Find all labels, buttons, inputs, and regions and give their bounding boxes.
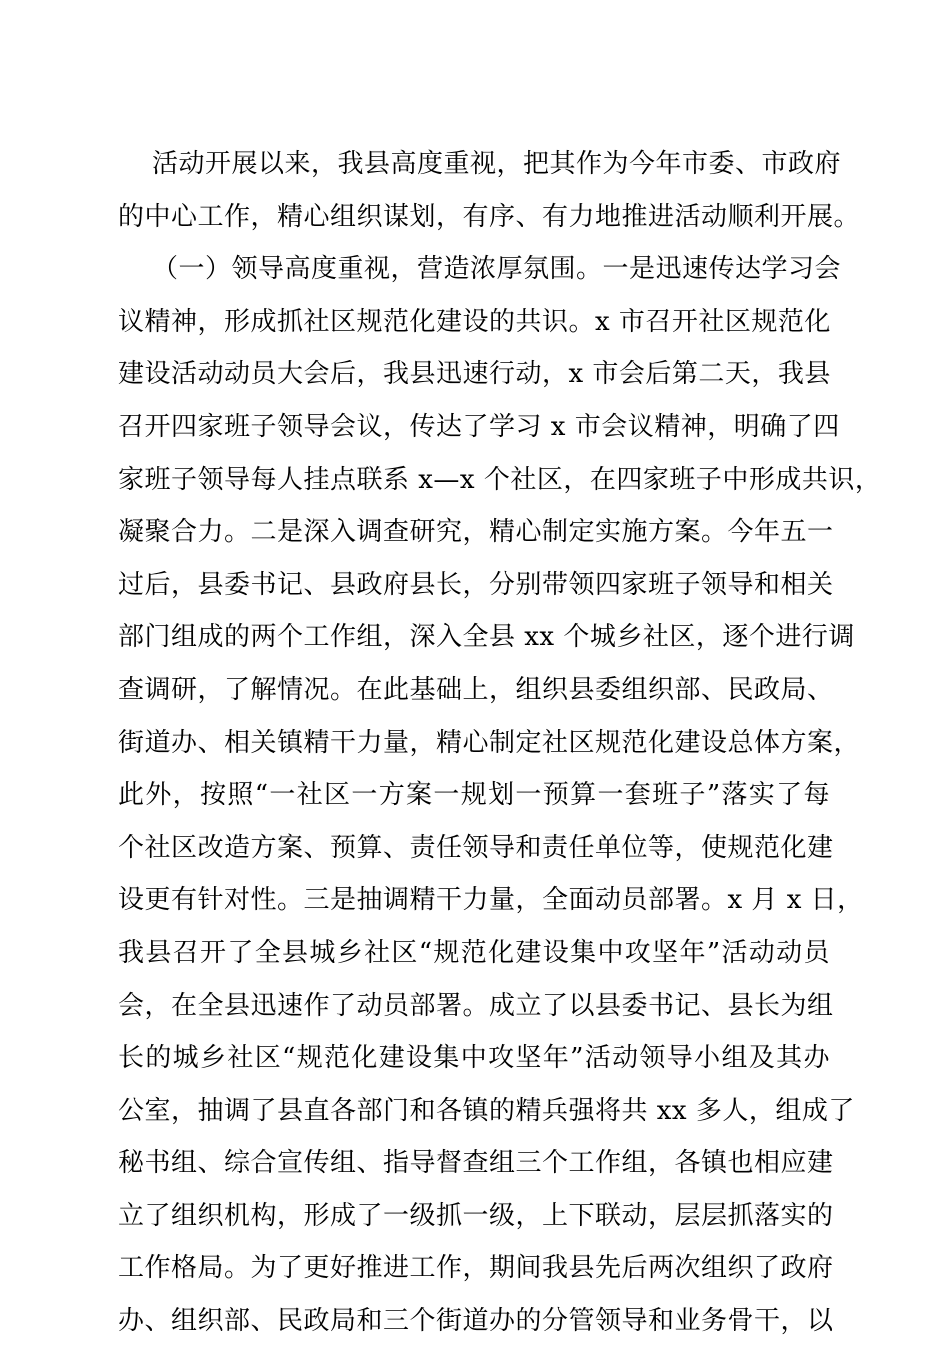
text-line: 会，在全县迅速作了动员部署。成立了以县委书记、县长为组 bbox=[118, 990, 834, 1021]
text-line: 办、组织部、民政局和三个街道办的分管领导和业务骨干，以 bbox=[118, 1306, 834, 1337]
text-line: 过后，县委书记、县政府县长，分别带领四家班子领导和相关 bbox=[118, 569, 834, 600]
text-line: 活动开展以来，我县高度重视，把其作为今年市委、市政府 bbox=[152, 149, 842, 179]
text-line: 我县召开了全县城乡社区“规范化建设集中攻坚年”活动动员 bbox=[118, 937, 830, 968]
text-line: 公室，抽调了县直各部门和各镇的精兵强将共 xx 多人，组成了 bbox=[118, 1095, 855, 1126]
text-line: 街道办、相关镇精干力量，精心制定社区规范化建设总体方案， bbox=[118, 727, 861, 758]
text-line: 查调研，了解情况。在此基础上，组织县委组织部、民政局、 bbox=[118, 674, 834, 705]
text-line: 工作格局。为了更好推进工作，期间我县先后两次组织了政府 bbox=[118, 1253, 834, 1284]
text-line: 部门组成的两个工作组，深入全县 xx 个城乡社区，逐个进行调 bbox=[118, 622, 855, 653]
section-heading-line: （一）领导高度重视，营造浓厚氛围。一是迅速传达学习会 bbox=[152, 254, 842, 285]
text-line: 长的城乡社区“规范化建设集中攻坚年”活动领导小组及其办 bbox=[118, 1043, 830, 1074]
text-line: 的中心工作，精心组织谋划，有序、有力地推进活动顺利开展。 bbox=[118, 201, 861, 232]
text-line: 建设活动动员大会后，我县迅速行动，x 市会后第二天，我县 bbox=[118, 359, 831, 390]
text-line: 家班子领导每人挂点联系 x—x 个社区，在四家班子中形成共识， bbox=[118, 464, 882, 495]
text-line: 议精神，形成抓社区规范化建设的共识。x 市召开社区规范化 bbox=[118, 306, 831, 337]
text-line: 设更有针对性。三是抽调精干力量，全面动员部署。x 月 x 日， bbox=[118, 885, 864, 916]
text-line: 个社区改造方案、预算、责任领导和责任单位等，使规范化建 bbox=[118, 832, 834, 863]
text-line: 凝聚合力。二是深入调查研究，精心制定实施方案。今年五一 bbox=[118, 517, 834, 548]
text-line: 召开四家班子领导会议，传达了学习 x 市会议精神，明确了四 bbox=[118, 411, 840, 442]
body-text bbox=[118, 138, 882, 1348]
text-line: 此外，按照“一社区一方案一规划一预算一套班子”落实了每 bbox=[118, 780, 830, 811]
text-line: 秘书组、综合宣传组、指导督查组三个工作组，各镇也相应建 bbox=[118, 1148, 834, 1179]
text-line: 立了组织机构，形成了一级抓一级，上下联动，层层抓落实的 bbox=[118, 1200, 834, 1231]
